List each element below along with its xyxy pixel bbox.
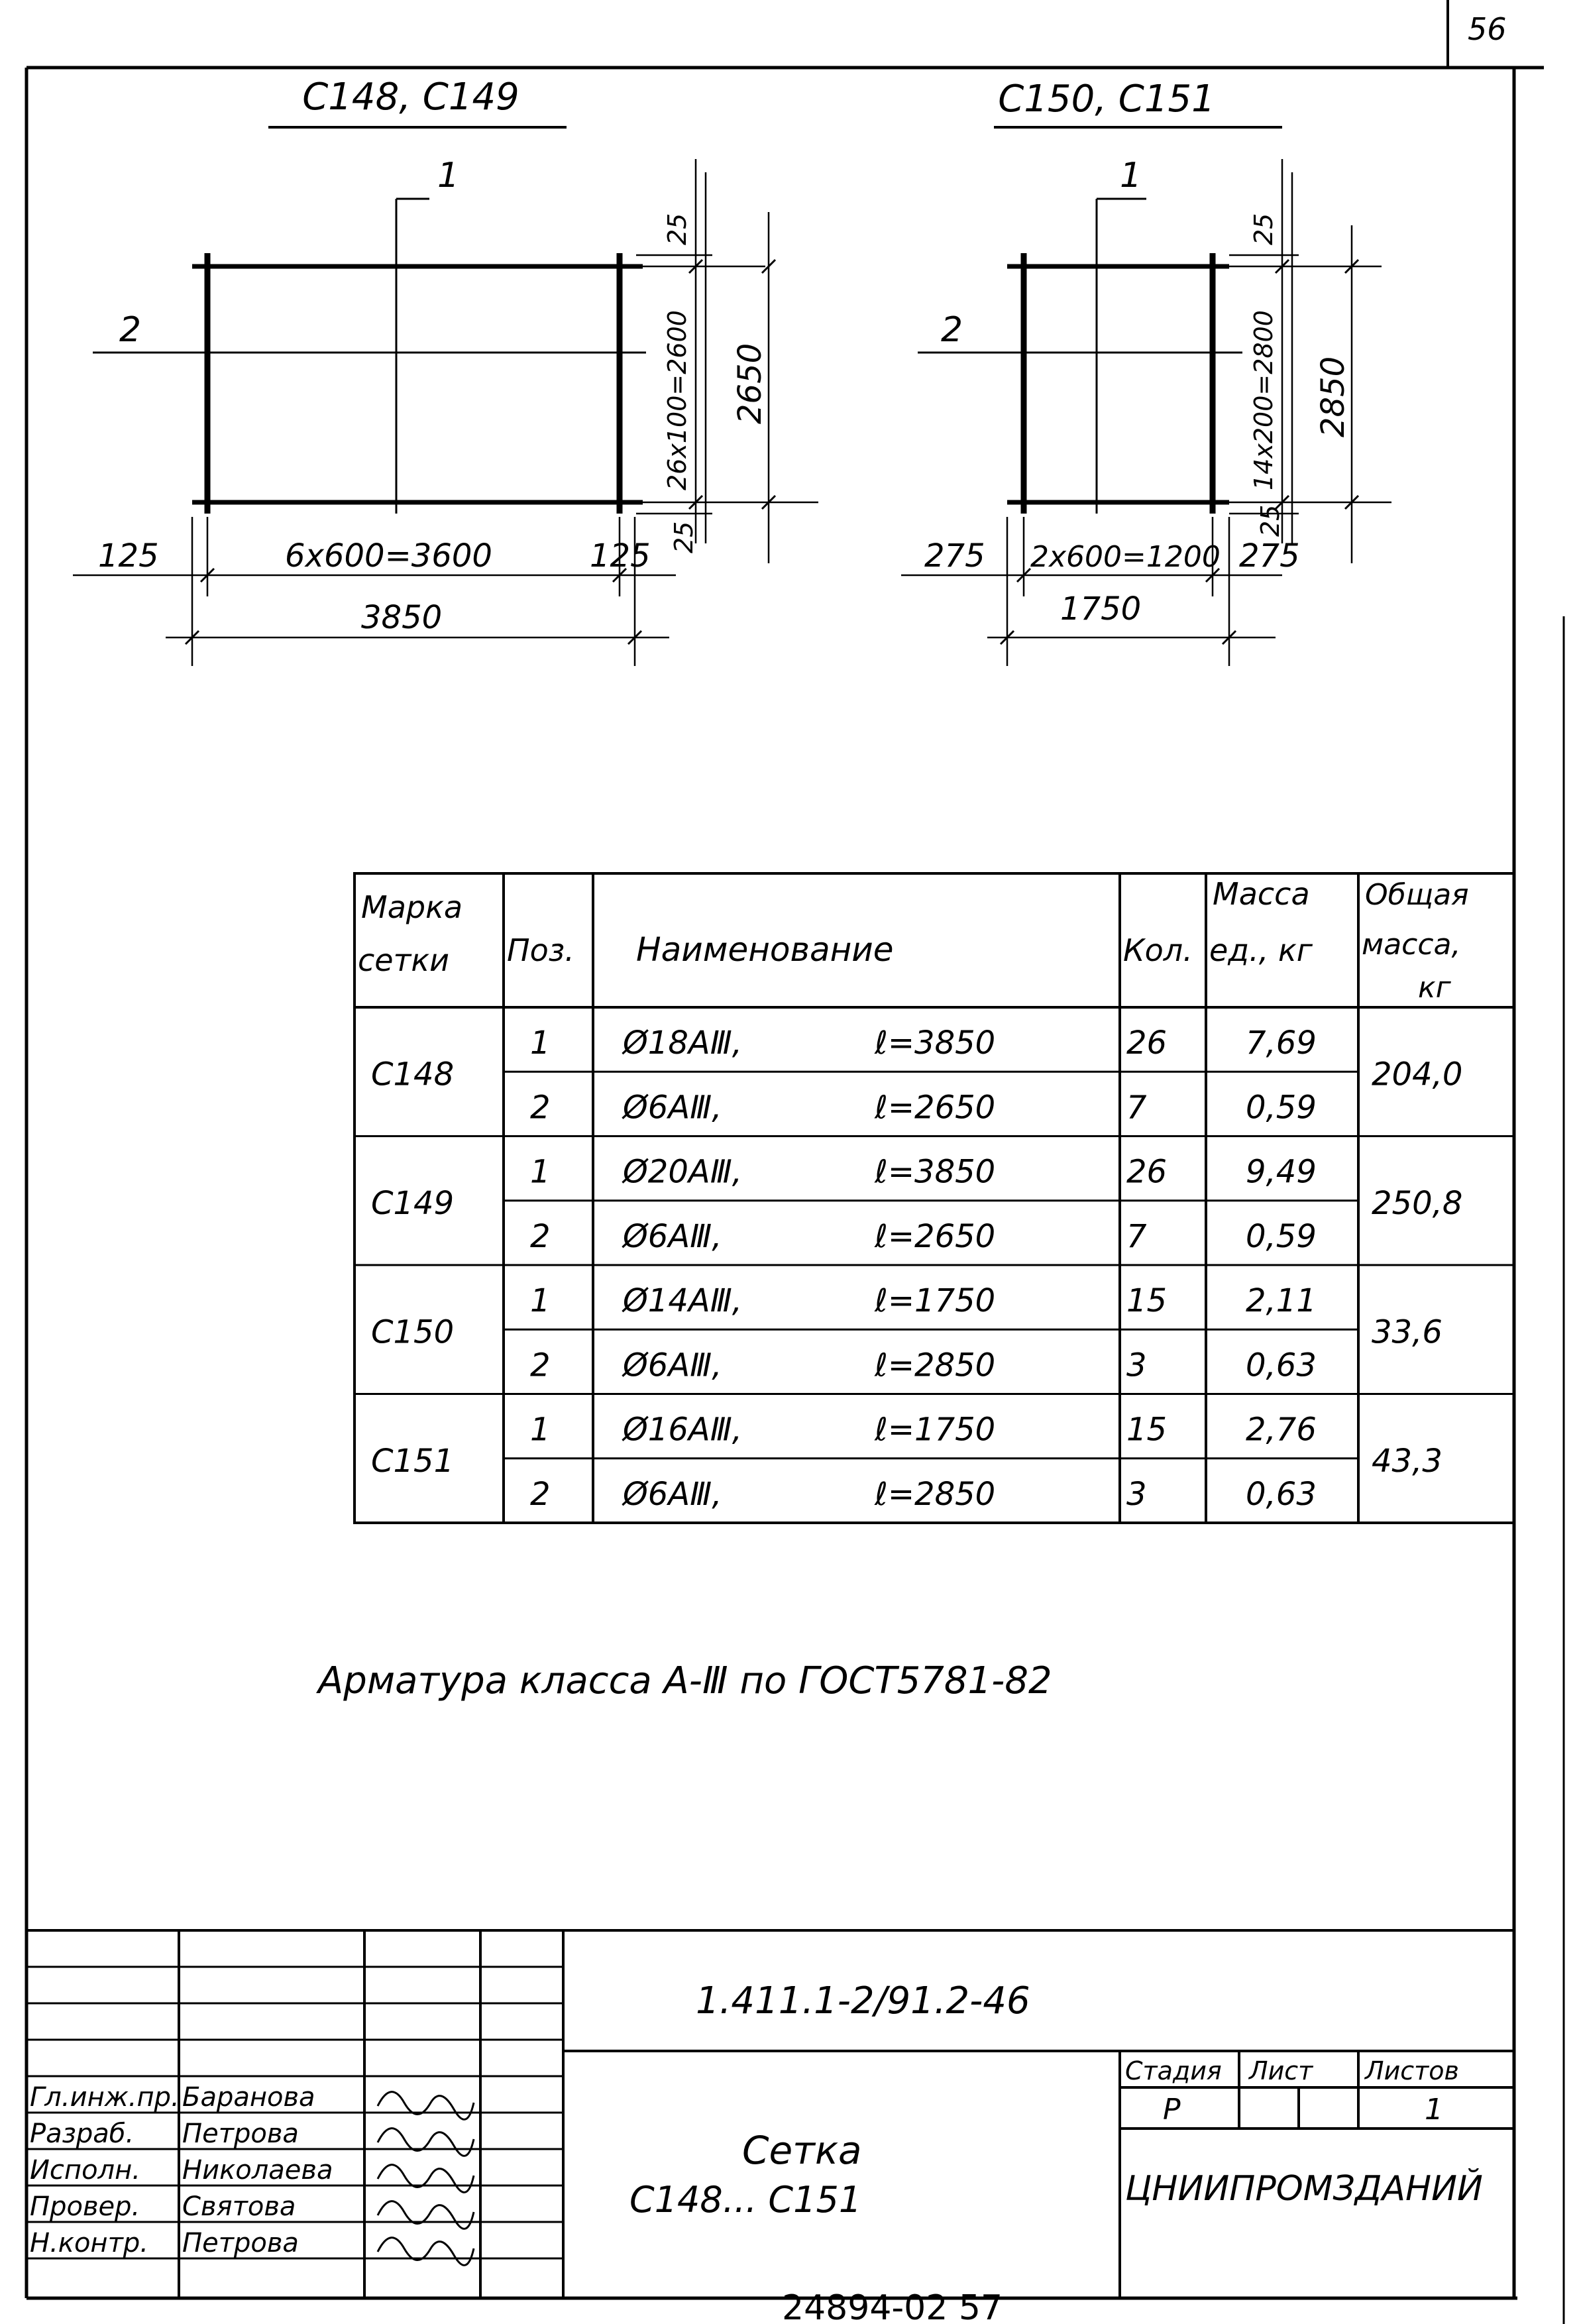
row-unit-mass: 0,63	[1246, 1347, 1317, 1384]
handwritten-signature	[378, 2238, 474, 2266]
role-person: Петрова	[182, 2119, 299, 2149]
row-pos: 1	[530, 1282, 551, 1319]
drawing1-dim-overall-horizontal: 3850	[361, 599, 443, 636]
sheet-label: Лист	[1249, 2056, 1313, 2085]
row-bar: Ø6АⅢ,	[623, 1089, 722, 1127]
row-length: ℓ=2650	[875, 1217, 996, 1255]
role-person: Николаева	[182, 2155, 333, 2186]
drawing1-dim-inner-vertical: 26х100=2600	[663, 310, 692, 490]
archive-number: 24894-02 57	[782, 2288, 1003, 2324]
drawing1-callout-2: 2	[119, 310, 142, 350]
drawing1-dim-25-bottom: 25	[669, 521, 698, 553]
drawing1-title: С148, С149	[302, 76, 519, 119]
row-qty: 15	[1126, 1411, 1168, 1449]
row-qty: 26	[1126, 1153, 1168, 1191]
row-bar: Ø16АⅢ,	[623, 1411, 743, 1449]
header-mass-line1: Масса	[1213, 876, 1310, 912]
header-total-line1: Общая	[1365, 878, 1469, 912]
row-unit-mass: 0,59	[1246, 1089, 1317, 1127]
row-qty: 7	[1126, 1089, 1147, 1127]
row-length: ℓ=2850	[875, 1347, 996, 1384]
row-unit-mass: 0,59	[1246, 1217, 1317, 1255]
header-qty: Кол.	[1123, 932, 1193, 968]
group-mark: С149	[371, 1184, 455, 1222]
row-pos: 2	[530, 1089, 551, 1127]
drawing2-dim-25-bottom: 25	[1256, 504, 1285, 537]
reinforcement-note: Арматура класса А-Ⅲ по ГОСТ5781-82	[318, 1659, 1052, 1702]
group-mark: С148	[371, 1056, 455, 1093]
row-bar: Ø6АⅢ,	[623, 1475, 722, 1513]
group-mark: С151	[371, 1442, 455, 1480]
header-total-line2: масса,	[1362, 928, 1461, 962]
page-number: 56	[1468, 11, 1507, 47]
group-total-mass: 43,3	[1372, 1442, 1443, 1480]
header-pos: Поз.	[507, 932, 574, 968]
row-length: ℓ=2650	[875, 1089, 996, 1127]
row-unit-mass: 9,49	[1246, 1153, 1317, 1191]
row-bar: Ø6АⅢ,	[623, 1347, 722, 1384]
row-pos: 1	[530, 1024, 551, 1062]
row-unit-mass: 7,69	[1246, 1024, 1317, 1062]
row-qty: 7	[1126, 1217, 1147, 1255]
drawing2-dim-right: 275	[1239, 537, 1300, 575]
organization: ЦНИИПРОМЗДАНИЙ	[1125, 2169, 1483, 2209]
role-person: Петрова	[182, 2228, 299, 2258]
drawing2-dim-left: 275	[924, 537, 985, 575]
row-qty: 3	[1126, 1475, 1147, 1513]
drawing1-dim-25-top: 25	[663, 213, 692, 245]
role-title: Гл.инж.пр.	[30, 2082, 180, 2113]
row-bar: Ø14АⅢ,	[623, 1282, 743, 1319]
row-bar: Ø6АⅢ,	[623, 1217, 722, 1255]
header-name: Наименование	[636, 930, 894, 969]
row-bar: Ø18АⅢ,	[623, 1024, 743, 1062]
group-total-mass: 33,6	[1372, 1313, 1443, 1351]
row-length: ℓ=1750	[875, 1411, 996, 1449]
mesh-drawing-c150-c151	[901, 78, 1391, 666]
document-name-line1: Сетка	[742, 2128, 862, 2173]
row-unit-mass: 2,11	[1246, 1282, 1317, 1319]
group-total-mass: 250,8	[1372, 1184, 1463, 1222]
handwritten-signature	[378, 2092, 474, 2120]
row-qty: 26	[1126, 1024, 1168, 1062]
header-mark-line2: сетки	[358, 942, 450, 978]
sheets-value: 1	[1425, 2093, 1443, 2127]
drawing1-dim-overall-vertical: 2650	[732, 343, 769, 424]
document-code: 1.411.1-2/91.2-46	[696, 1979, 1030, 2022]
signature-list	[30, 2082, 333, 2258]
drawing1-dim-inner-horizontal: 6х600=3600	[285, 537, 492, 575]
title-block	[27, 1930, 1514, 2298]
drawing2-callout-2: 2	[941, 310, 963, 350]
drawing1-callout-1: 1	[437, 156, 460, 195]
row-pos: 2	[530, 1475, 551, 1513]
row-pos: 1	[530, 1411, 551, 1449]
handwritten-signature	[378, 2129, 474, 2156]
stage-label: Стадия	[1125, 2056, 1222, 2085]
header-total-line3: кг	[1418, 971, 1451, 1005]
role-title: Н.контр.	[30, 2228, 148, 2258]
handwritten-signature	[378, 2165, 474, 2193]
handwritten-signature	[378, 2201, 474, 2229]
header-mass-line2: ед., кг	[1209, 932, 1313, 968]
signatures	[378, 2092, 474, 2266]
sheet-frame	[27, 0, 1564, 2324]
drawing2-dim-overall-vertical: 2850	[1315, 356, 1352, 437]
row-qty: 15	[1126, 1282, 1168, 1319]
mesh-drawing-c148-c149	[73, 76, 818, 666]
document-name-line2: С148... С151	[629, 2179, 862, 2221]
role-person: Баранова	[182, 2082, 315, 2113]
role-title: Исполн.	[30, 2155, 140, 2186]
row-length: ℓ=3850	[875, 1153, 996, 1191]
table-header	[358, 876, 1469, 1005]
row-pos: 1	[530, 1153, 551, 1191]
drawing1-dim-left: 125	[98, 537, 159, 575]
row-length: ℓ=1750	[875, 1282, 996, 1319]
row-qty: 3	[1126, 1347, 1147, 1384]
row-length: ℓ=2850	[875, 1475, 996, 1513]
group-total-mass: 204,0	[1372, 1056, 1463, 1093]
role-title: Разраб.	[30, 2119, 135, 2149]
row-bar: Ø20АⅢ,	[623, 1153, 743, 1191]
role-title: Провер.	[30, 2191, 140, 2222]
drawing2-dim-overall-horizontal: 1750	[1060, 590, 1142, 628]
row-unit-mass: 0,63	[1246, 1475, 1317, 1513]
row-unit-mass: 2,76	[1246, 1411, 1317, 1449]
row-length: ℓ=3850	[875, 1024, 996, 1062]
role-person: Святова	[182, 2191, 296, 2222]
row-pos: 2	[530, 1217, 551, 1255]
drawing2-title: С150, С151	[998, 78, 1215, 121]
header-mark-line1: Марка	[361, 889, 463, 925]
drawing2-dim-inner-vertical: 14х200=2800	[1249, 310, 1278, 490]
drawing2-dim-inner-horizontal: 2х600=1200	[1030, 540, 1221, 574]
drawing2-dim-25-top: 25	[1249, 213, 1278, 245]
row-pos: 2	[530, 1347, 551, 1384]
table-body	[371, 1024, 1462, 1513]
drawing2-callout-1: 1	[1120, 156, 1142, 195]
stage-value: Р	[1163, 2093, 1181, 2127]
group-mark: С150	[371, 1313, 455, 1351]
specification-table	[354, 873, 1514, 1523]
drawing1-dim-right: 125	[590, 537, 651, 575]
sheets-label: Листов	[1365, 2056, 1459, 2085]
